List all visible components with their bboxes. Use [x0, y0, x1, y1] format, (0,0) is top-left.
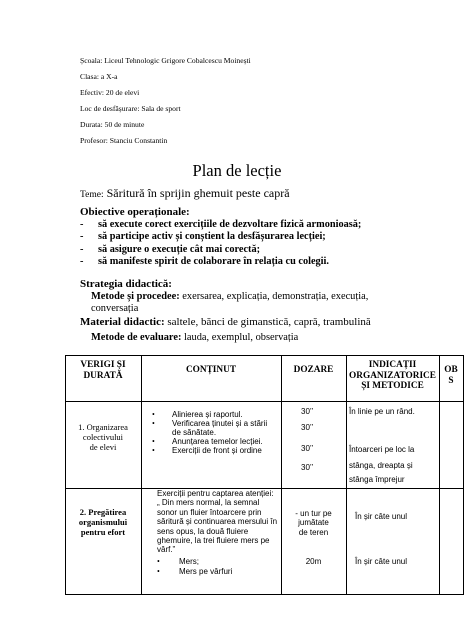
indicatie: stânga împrejur: [349, 475, 405, 484]
content-line: vârf.”: [157, 545, 176, 555]
content-item: Exerciții de front și ordine: [172, 446, 262, 455]
indicatie: În șir câte unul: [355, 557, 408, 566]
content-item: Alinierea și raportul.: [172, 410, 243, 419]
content-line: sens opus, la două fluiere: [157, 526, 249, 536]
material-text: saltele, bănci de gimanstică, capră, trambulină: [167, 316, 371, 328]
content-item: Anunțarea temelor lecției.: [172, 437, 263, 446]
bullet: •: [157, 557, 160, 566]
content-item: de sănătate.: [172, 428, 217, 437]
objectives-list: [80, 219, 361, 268]
duration-line: Durata: 50 de minute: [80, 120, 145, 129]
dash-marker: -: [80, 255, 84, 267]
objective-text: să asigure o execuție cât mai corectă;: [98, 243, 261, 255]
school-line: Școala: Liceul Tehnologic Grigore Cobalcescu Moinești: [80, 56, 251, 65]
dash-marker: -: [80, 219, 84, 230]
content-line: sonor un fluier întoarcere prin: [157, 507, 262, 517]
content-item: Mers pe vârfuri: [179, 567, 233, 576]
dozare-value: 20m: [305, 557, 322, 566]
content-line: ghemuire, la trei fluiere mers pe: [157, 536, 270, 546]
material-label: Material didactic:: [80, 316, 165, 328]
theme-value: Săritură în sprijin ghemuit peste capră: [106, 186, 290, 200]
indicatie: În linie pe un rând.: [349, 407, 415, 416]
row1-veriga: 1. Organizarea colectivului de elevi: [78, 422, 128, 452]
dozare-value: 30’’: [301, 407, 314, 416]
teacher-line: Profesor: Stanciu Constantin: [80, 136, 168, 145]
methods-text-cont: conversația: [91, 303, 139, 314]
objective-item: [80, 244, 361, 256]
objectives-heading: Obiective operaționale:: [80, 206, 190, 218]
students-line: Efectiv: 20 de elevi: [80, 88, 140, 97]
dozare-value: 30’’: [301, 444, 314, 453]
bullet: •: [152, 410, 155, 419]
evaluation-line: [91, 332, 298, 344]
indicatie: stânga, dreapta și: [349, 461, 413, 470]
header-dozare: DOZARE: [293, 365, 334, 375]
row2-content: [157, 489, 279, 555]
lesson-table: [65, 355, 464, 595]
dozare-value: 30’’: [301, 423, 314, 432]
evaluation-label: Metode de evaluare:: [91, 332, 182, 343]
header-verigi: VERIGI ȘI DURATĂ: [80, 360, 126, 381]
dash-marker: -: [80, 231, 84, 243]
indicatie: În șir câte unul: [355, 512, 408, 521]
location-line: Loc de desfășurare: Sala de sport: [80, 104, 181, 113]
objective-text: să participe activ și conștient la desfășurarea lecției;: [98, 231, 326, 243]
bullet: •: [152, 446, 155, 455]
theme-label: Teme:: [80, 190, 104, 200]
methods-label: Metode și procedee:: [91, 291, 180, 302]
lesson-theme: [80, 186, 290, 202]
bullet: •: [157, 567, 160, 576]
objective-item: [80, 231, 361, 243]
dozare-value: - un tur pe jumătate de teren: [295, 509, 332, 537]
objective-item: [80, 256, 361, 268]
methods-line: [91, 291, 368, 303]
dash-marker: -: [80, 243, 84, 255]
bullet: •: [152, 419, 155, 428]
material-line: [80, 316, 371, 328]
header-indicatii: INDICAȚII ORGANIZATORICE ȘI METODICE: [349, 360, 436, 391]
objective-item: [80, 219, 361, 231]
content-item: Mers;: [179, 557, 199, 566]
content-line: Exerciții pentru captarea atenției:: [157, 489, 274, 498]
evaluation-text: lauda, exemplul, observația: [184, 332, 299, 343]
indicatie: Întoarceri pe loc la: [349, 445, 415, 454]
objective-text: să execute corect exercițiile de dezvoltare fizică armonioasă;: [98, 219, 362, 230]
row2-veriga: 2. Pregătirea organismului pentru efort: [78, 507, 128, 537]
content-line: săritură și continuarea mersului în: [157, 517, 278, 527]
bullet: •: [152, 437, 155, 446]
class-line: Clasa: a X-a: [80, 72, 118, 81]
page-title: Plan de lecție: [192, 161, 282, 180]
dozare-value: 30’’: [301, 463, 314, 472]
header-obs: OB S: [444, 365, 458, 386]
content-item: Verificarea ținutei și a stării: [172, 419, 268, 428]
header-continut: CONȚINUT: [185, 365, 237, 375]
strategy-heading: Strategia didactică:: [80, 278, 172, 290]
objective-text: să manifeste spirit de colaborare în relația cu colegii.: [98, 255, 329, 267]
content-line: „ Din mers normal, la semnal: [157, 498, 260, 508]
methods-text: exersarea, explicația, demonstrația, execuția,: [182, 291, 369, 302]
